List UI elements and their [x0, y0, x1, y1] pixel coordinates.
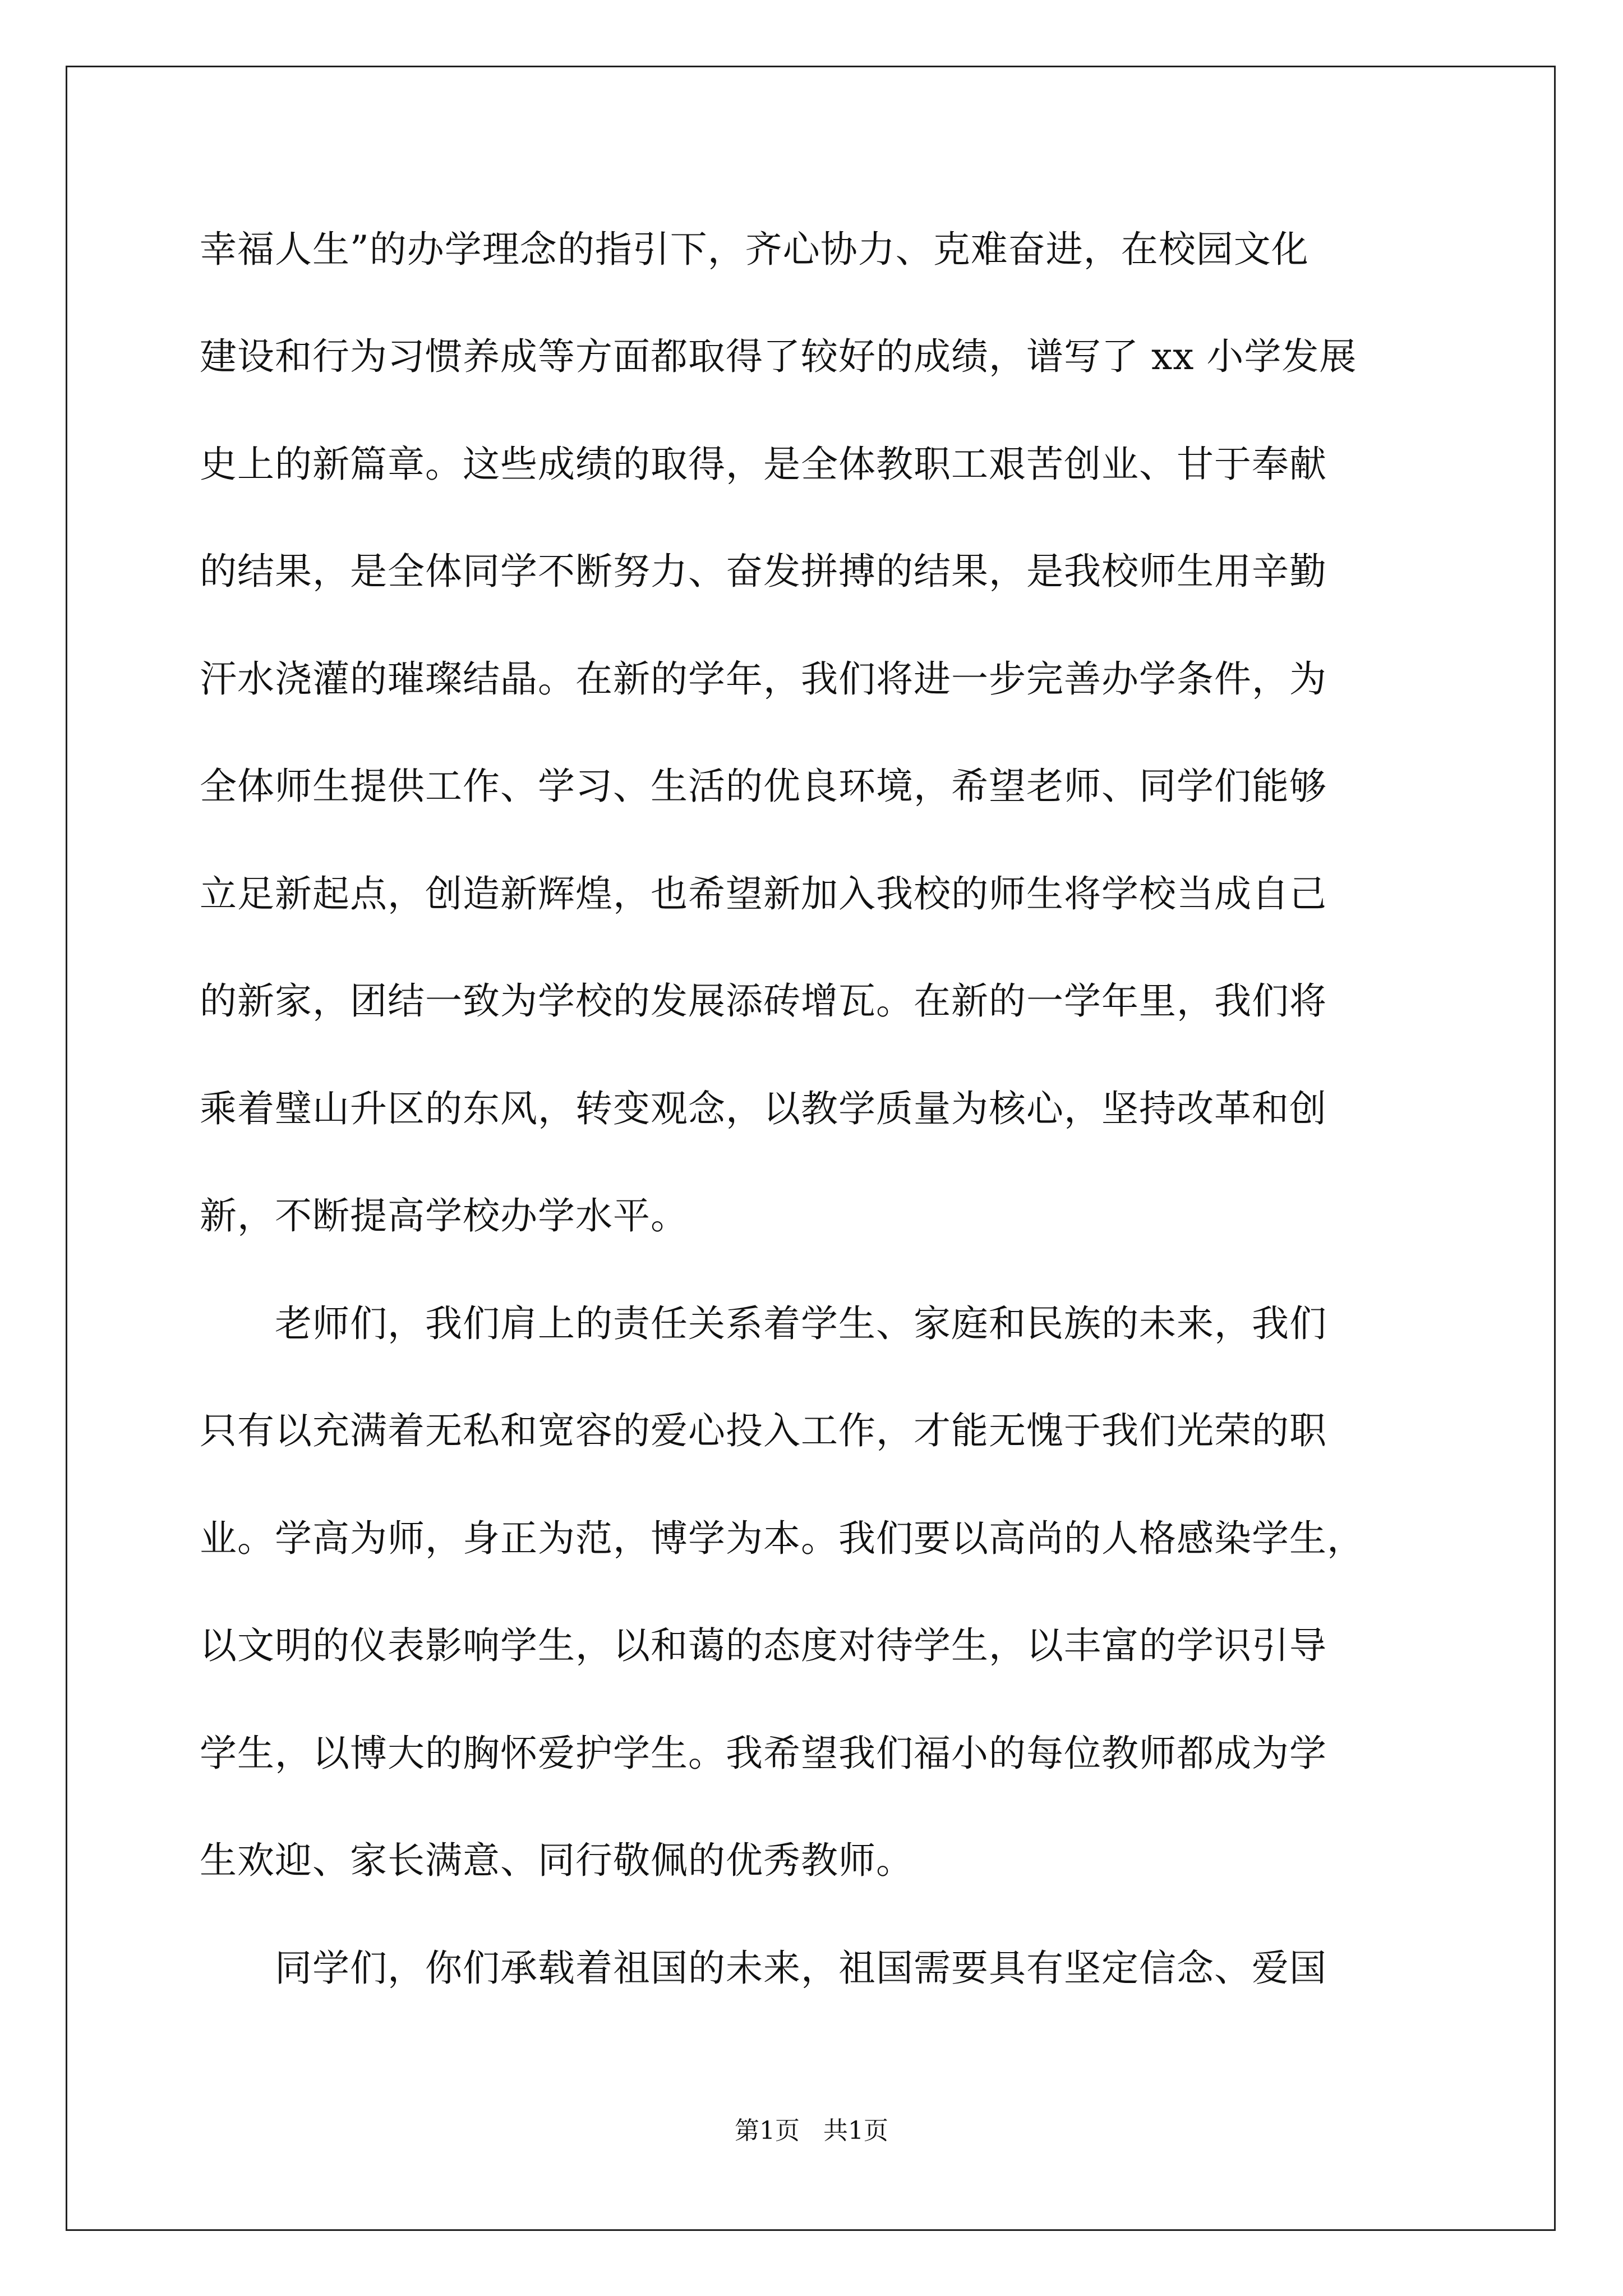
body-line-9: 乘着璧山升区的东风，转变观念，以教学质量为核心，坚持改革和创	[200, 1087, 1327, 1130]
body-line-8: 的新家，团结一致为学校的发展添砖增瓦。在新的一学年里，我们将	[200, 979, 1327, 1023]
page-border	[66, 66, 1556, 2231]
body-line-11: 老师们，我们肩上的责任关系着学生、家庭和民族的未来，我们	[200, 1302, 1327, 1345]
body-line-14: 以文明的仪表影响学生，以和蔼的态度对待学生，以丰富的学识引导	[200, 1624, 1327, 1667]
body-line-3: 史上的新篇章。这些成绩的取得，是全体教职工艰苦创业、甘于奉献	[200, 443, 1327, 486]
page-number-footer: 第1页 共1页	[735, 2116, 888, 2145]
body-line-17: 同学们，你们承载着祖国的未来，祖国需要具有坚定信念、爱国	[200, 1947, 1327, 1990]
body-line-13: 业。学高为师，身正为范，博学为本。我们要以高尚的人格感染学生，	[200, 1517, 1364, 1560]
body-line-6: 全体师生提供工作、学习、生活的优良环境，希望老师、同学们能够	[200, 765, 1327, 808]
body-line-12: 只有以充满着无私和宽容的爱心投入工作，才能无愧于我们光荣的职	[200, 1409, 1327, 1452]
body-line-10: 新，不断提高学校办学水平。	[200, 1194, 688, 1237]
body-line-2: 建设和行为习惯养成等方面都取得了较好的成绩，谱写了 xx 小学发展	[200, 335, 1357, 378]
body-line-4: 的结果，是全体同学不断努力、奋发拼搏的结果，是我校师生用辛勤	[200, 550, 1327, 593]
body-line-16: 生欢迎、家长满意、同行敬佩的优秀教师。	[200, 1839, 914, 1882]
body-line-15: 学生，以博大的胸怀爱护学生。我希望我们福小的每位教师都成为学	[200, 1732, 1327, 1775]
body-line-1: 幸福人生”的办学理念的指引下，齐心协力、克难奋进，在校园文化	[200, 228, 1309, 271]
body-line-5: 汗水浇灌的璀璨结晶。在新的学年，我们将进一步完善办学条件，为	[200, 657, 1327, 701]
body-line-7: 立足新起点，创造新辉煌，也希望新加入我校的师生将学校当成自己	[200, 872, 1327, 915]
